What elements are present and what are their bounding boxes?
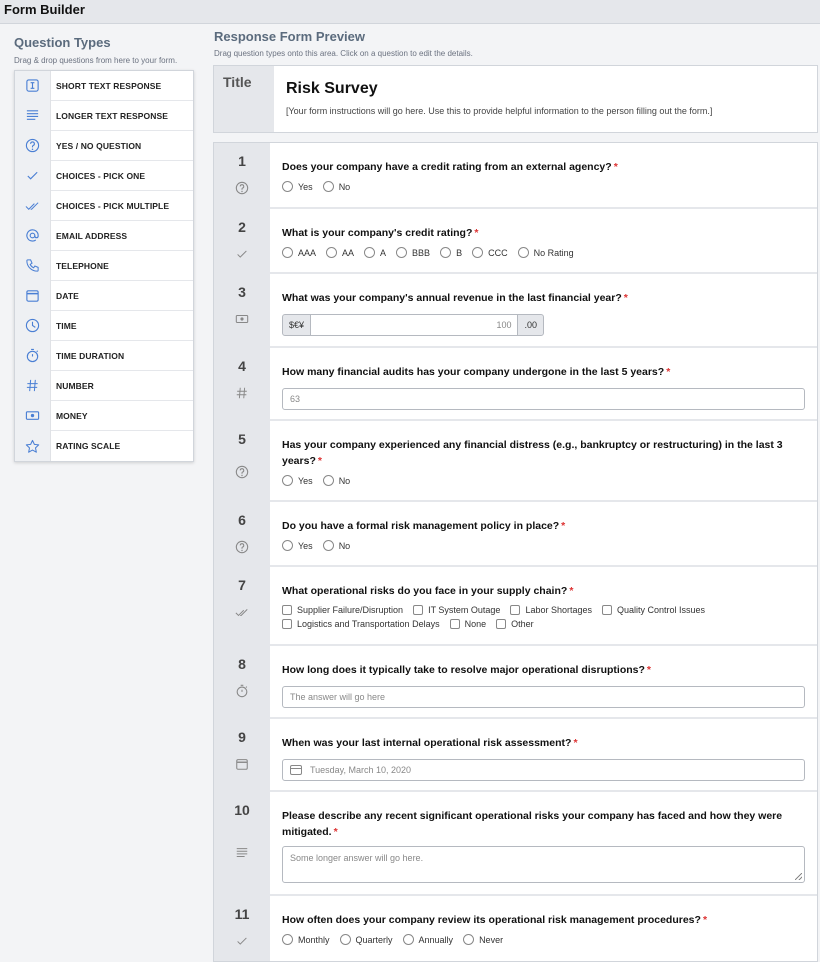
form-title-card[interactable]	[213, 65, 818, 133]
amount-value[interactable]: 100	[311, 314, 517, 336]
question-card-3[interactable]	[214, 274, 817, 348]
question-type-time[interactable]	[15, 311, 193, 341]
title-label: Title	[214, 66, 274, 132]
required-marker: *	[333, 826, 338, 838]
option-radio[interactable]: B	[440, 247, 462, 258]
question-number: 3	[238, 284, 246, 300]
option-radio[interactable]: Never	[463, 934, 503, 945]
question-number: 1	[238, 153, 246, 169]
option-checkbox[interactable]: IT System Outage	[413, 605, 500, 615]
question-type-long-text[interactable]	[15, 101, 193, 131]
question-text: When was your last internal operational risk assessment?	[282, 737, 572, 749]
question-type-label: CHOICES - PICK MULTIPLE	[56, 200, 170, 211]
hash-icon	[15, 371, 51, 401]
question-text: How long does it typically take to resolve major operational disruptions?	[282, 664, 645, 676]
question-card-8[interactable]	[214, 646, 817, 719]
question-card-5[interactable]	[214, 421, 817, 502]
option-checkbox[interactable]: Other	[496, 619, 534, 629]
required-marker: *	[573, 737, 578, 749]
question-card-11[interactable]	[214, 896, 817, 962]
clock-icon	[15, 311, 51, 341]
app-title: Form Builder	[4, 2, 85, 17]
question-number: 7	[238, 577, 246, 593]
question-type-label: CHOICES - PICK ONE	[56, 170, 146, 181]
preview-heading: Response Form Preview	[214, 29, 365, 44]
check-icon	[214, 247, 270, 266]
question-type-label: LONGER TEXT RESPONSE	[56, 110, 169, 121]
question-number: 2	[238, 219, 246, 235]
resize-handle[interactable]	[795, 873, 802, 880]
money-icon	[15, 401, 51, 431]
question-types-list	[14, 70, 194, 462]
number-input[interactable]: 63	[282, 388, 805, 410]
question-type-rating-scale[interactable]	[15, 431, 193, 461]
stopwatch-icon	[15, 341, 51, 371]
option-radio[interactable]: A	[364, 247, 386, 258]
option-checkbox[interactable]: Quality Control Issues	[602, 605, 705, 615]
question-card-10[interactable]	[214, 792, 817, 896]
check-icon	[214, 934, 270, 953]
question-card-2[interactable]	[214, 209, 817, 274]
question-type-label: EMAIL ADDRESS	[56, 230, 128, 241]
question-circle-icon	[214, 540, 270, 559]
question-card-4[interactable]	[214, 348, 817, 421]
question-type-label: DATE	[56, 290, 79, 301]
preview-subheading: Drag question types onto this area. Click on a question to edit the details.	[214, 49, 473, 58]
question-type-yes-no[interactable]	[15, 131, 193, 161]
question-type-label: SHORT TEXT RESPONSE	[56, 80, 162, 91]
question-number: 6	[238, 512, 246, 528]
option-checkbox[interactable]: Logistics and Transportation Delays	[282, 619, 440, 629]
question-circle-icon	[214, 465, 270, 484]
question-type-label: YES / NO QUESTION	[56, 140, 142, 151]
question-card-7[interactable]	[214, 567, 817, 646]
question-type-label: MONEY	[56, 410, 88, 421]
stopwatch-icon	[214, 684, 270, 703]
required-marker: *	[613, 161, 618, 173]
cents-suffix: .00	[517, 314, 544, 336]
date-input[interactable]: Tuesday, March 10, 2020	[282, 759, 805, 781]
required-marker: *	[666, 366, 671, 378]
question-number: 8	[238, 656, 246, 672]
option-checkbox[interactable]: Labor Shortages	[510, 605, 592, 615]
question-text: Do you have a formal risk management policy in place?	[282, 520, 560, 532]
required-marker: *	[561, 520, 566, 532]
question-text: How many financial audits has your company undergone in the last 5 years?	[282, 366, 665, 378]
double-check-icon	[15, 191, 51, 221]
question-type-short-text[interactable]	[15, 71, 193, 101]
question-type-label: TELEPHONE	[56, 260, 109, 271]
option-radio[interactable]: No Rating	[518, 247, 574, 258]
question-number: 5	[238, 431, 246, 447]
question-type-money[interactable]	[15, 401, 193, 431]
question-number: 4	[238, 358, 246, 374]
form-instructions: [Your form instructions will go here. Use this to provide helpful information to the person filling out the form.]	[286, 106, 713, 116]
question-text: How often does your company review its operational risk management procedures?	[282, 914, 701, 926]
duration-input[interactable]: The answer will go here	[282, 686, 805, 708]
question-type-label: NUMBER	[56, 380, 94, 391]
required-marker: *	[474, 227, 479, 239]
question-card-6[interactable]	[214, 502, 817, 567]
question-type-label: RATING SCALE	[56, 441, 121, 451]
long-text-icon	[15, 101, 51, 131]
phone-icon	[15, 251, 51, 281]
calendar-icon	[290, 765, 302, 775]
option-radio[interactable]: BBB	[396, 247, 430, 258]
required-marker: *	[569, 585, 574, 597]
short-text-icon	[15, 71, 51, 101]
question-text: What was your company's annual revenue in the last financial year?	[282, 292, 622, 304]
question-types-subheading: Drag & drop questions from here to your form.	[14, 56, 178, 65]
check-icon	[15, 161, 51, 191]
required-marker: *	[702, 914, 708, 926]
required-marker: *	[317, 455, 322, 467]
question-card-1[interactable]	[214, 143, 817, 209]
currency-prefix: $€¥	[282, 314, 311, 336]
question-number: 11	[234, 906, 250, 922]
long-text-input[interactable]: Some longer answer will go here.	[282, 846, 805, 883]
hash-icon	[214, 386, 270, 405]
option-radio[interactable]: No	[323, 540, 351, 551]
double-check-icon	[214, 605, 270, 624]
option-checkbox[interactable]: None	[450, 619, 487, 629]
form-title: Risk Survey	[286, 80, 378, 97]
calendar-icon	[15, 281, 51, 311]
money-icon	[214, 312, 270, 331]
option-radio[interactable]: AA	[326, 247, 354, 258]
question-type-pick-multiple[interactable]	[15, 191, 193, 221]
option-radio[interactable]: No	[323, 181, 351, 192]
question-circle-icon	[214, 181, 270, 200]
top-bar	[0, 0, 820, 24]
option-radio[interactable]: CCC	[472, 247, 508, 258]
option-radio[interactable]: Yes	[282, 181, 313, 192]
question-type-label: TIME DURATION	[56, 350, 125, 361]
at-icon	[15, 221, 51, 251]
option-checkbox[interactable]: Supplier Failure/Disruption	[282, 605, 403, 615]
question-type-time-duration[interactable]	[15, 341, 193, 371]
question-type-email[interactable]	[15, 221, 193, 251]
question-card-9[interactable]	[214, 719, 817, 792]
long-text-icon	[214, 846, 270, 865]
question-type-telephone[interactable]	[15, 251, 193, 281]
question-text: Please describe any recent significant operational risks your company has faced and how they were mitigated.	[282, 810, 783, 838]
star-icon	[15, 431, 51, 461]
required-marker: *	[623, 292, 628, 304]
option-radio[interactable]: AAA	[282, 247, 316, 258]
option-radio[interactable]: Annually	[403, 934, 454, 945]
question-text: What is your company's credit rating?	[282, 227, 473, 239]
option-radio[interactable]: Quarterly	[340, 934, 393, 945]
question-type-date[interactable]	[15, 281, 193, 311]
question-type-number[interactable]	[15, 371, 193, 401]
question-text: What operational risks do you face in your supply chain?	[282, 585, 568, 597]
question-circle-icon	[15, 131, 51, 161]
question-type-label: TIME	[56, 320, 77, 331]
question-types-heading: Question Types	[14, 35, 111, 50]
option-radio[interactable]: Yes	[282, 475, 313, 486]
required-marker: *	[646, 664, 651, 676]
questions-drop-area[interactable]	[213, 142, 818, 962]
option-radio[interactable]: No	[323, 475, 351, 486]
money-input[interactable]	[282, 314, 544, 336]
question-type-pick-one[interactable]	[15, 161, 193, 191]
question-text: Does your company have a credit rating from an external agency?	[282, 161, 612, 173]
option-radio[interactable]: Monthly	[282, 934, 330, 945]
option-radio[interactable]: Yes	[282, 540, 313, 551]
question-text: Has your company experienced any financial distress (e.g., bankruptcy or restructuring) in the last 3 years?	[282, 439, 783, 467]
question-number: 10	[234, 802, 250, 818]
question-number: 9	[238, 729, 246, 745]
calendar-icon	[214, 757, 270, 776]
